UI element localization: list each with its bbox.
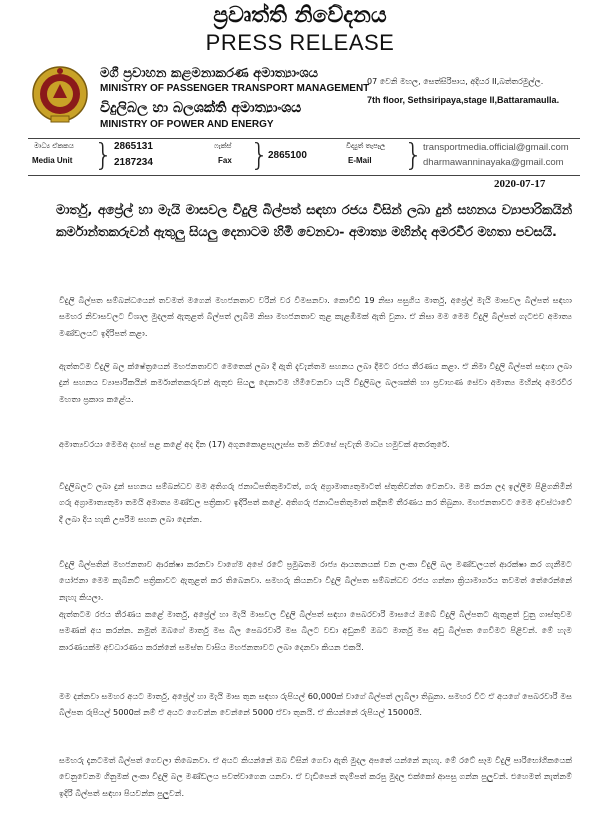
release-date: 2020-07-17 xyxy=(494,178,546,190)
address-en: 7th floor, Sethsiripaya,stage II,Battaramaulla. xyxy=(367,95,560,105)
page-title-si: ප්‍රවෘත්ති නිවේදනය xyxy=(213,3,387,28)
email-link-1[interactable]: transportmedia.official@gmail.com xyxy=(423,142,569,153)
body-paragraph: ඇත්තටම රජය තීරණය කළේ මාර්තු, අප්‍රේල් හා මැයි මාසවල විදුලි බිල්පත් සඳහා පෙබරවාරි මාසයේ ඔබේ විදුලි බිල්පතට ඇතුළත් වුනු ගාස්තුවම පමණක් අය කරන්න. නමුත් ඔබගේ මාර්තු මස බිල පෙබරවාරි මස බිලට වඩා අඩුනම් ඔබට මාර්තු මස අඩු බිල්පත ගෙවීමට පිළිවන්. මේ හැම කාරණයක්ම අවධාරණය කරන්නේ සමස්ත වාසිය මහජනතාවට ලබා දෙනවා කියන එකයි. xyxy=(59,609,572,652)
page-title-en: PRESS RELEASE xyxy=(205,30,395,55)
brace-icon: } xyxy=(94,138,114,173)
fax-label-en: Fax xyxy=(218,156,232,165)
body-paragraph: විදුලි බිල්පතින් මහජනතාව ආරක්ෂා කරනවා වාගේම අපේ රටේ ප්‍රමුඛතම රාජ්‍ය ආයතනයක් වන ලංකා විදුලි බල මණ්ඩලයත් ආරක්ෂා කර ගැනීමට යෝජනා මෙම කැබිනට් පත්‍රිකාවට ඇතුළත් කර තිබෙනවා. සමහරු කියනවා විදුලි බිල්පත සම්බන්ධව රජය ගන්නා ක්‍රියාමාර්ගය තවමත් තේරෙන්නේ නැහැ කියලා. xyxy=(59,559,572,602)
brace-icon: } xyxy=(404,138,424,173)
phone-1: 2865131 xyxy=(114,141,153,152)
fax-number: 2865100 xyxy=(268,150,307,161)
phone-2: 2187234 xyxy=(114,157,153,168)
body-paragraph: ඇත්තටම විදුලි බල ක්ෂේත්‍රයෙන් මහජනතාවට මෙතෙක් ලබා දී ඇති දැවැන්තම සහනය ලබා දීමට රජය තීරණය කළා. ඒ නිමා විදුලි බිල්පත් සඳහා ලබා දුන් සහනය ව්‍යාපාරිකයින් කර්මාන්තකරුවන් ඇතුළු සියලු දෙනාටම හිමිවෙනවා යැයි විදුලිබල බලශක්ති හා ප්‍රවාහණ සේවා අමාත්‍ය මහින්ද අමරවීර මහතා ප්‍රකාශ කළේය. xyxy=(59,361,572,404)
address-si: 07 වෙනි මහල, සෙත්සිරිපාය, අදියර II,බත්තරමුල්ල. xyxy=(367,77,544,86)
email-label-si: විද්‍යුත් තැපෑල xyxy=(346,142,386,150)
contact-bar xyxy=(28,138,580,176)
media-unit-label-si: මාධ්‍ය ඒකකය xyxy=(34,142,74,150)
body-paragraph: සමහරු දැනටමත් බිල්පත් ගෙවලා තිබෙනවා. ඒ අයට කියන්නේ ඔබ විසින් ගෙවා ඇති මුදල අපතේ යන්නේ නැහැ. මේ රටේ සෑම විදුලි පාරිභෝගිකයෙක් වෙනුවෙනම ගිනුමක් ලංකා විදුලි බල මණ්ඩලය පවත්වාගෙන යනවා. ඒ වැඩිපෙන් තැම්පත් කරපු මුදල එක්කෝ ආපසු ගන්න පුලුවන්. එහෙමත් නැත්නම් ඉදිරි බිල්පත් සඳහා පියවන්න පුලුවන්. xyxy=(59,755,572,798)
ministry1-name-en: MINISTRY OF PASSENGER TRANSPORT MANAGEMENT xyxy=(100,83,370,94)
body-paragraph: අමාත්‍යවරයා මෙමඅ දහස් පළ කළේ අද දින (17) අගුනකොළපැලැස්ස තම නිවසේ පැවැති මාධ්‍ය හමුවක් අතරතුරේ. xyxy=(59,439,450,449)
headline: මාර්තු, අප්‍රේල් හා මැයි මාසවල විදුලි බිල්පත් සඳහා රජය විසින් ලබා දුන් සහනය ව්‍යාපාරිකයින් කර්මාන්තකරුවන් ඇතුලු සියලු දෙනාටම හිමි වෙනවා- අමාත්‍ය මහින්ද අමරවීර මහතා පවසයි. xyxy=(56,203,572,240)
body-paragraph: විදුලිබලට ලබා දුන් සහනය සම්බන්ධව මම අතිගරු ජනාධිපතිතුමාටත්, ගරු අග්‍රාමාත්‍යතුමාටත් ස්තුතිවන්ත වෙනවා. මම කරන ලද ඉල්ලීම පිළිගනිමින් ගරු අග්‍රාමාත්‍යතුමා තමයි අමාත්‍ය මණ්ඩල පත්‍රිකාව ඉදිරිපත් කළේ. අතිගරු ජනාධිපතිතුමාත් කදිනම් තීරණය කර තිබුනා. මහජනතාවට මෙම අවස්ථාවේ දී ලබා දිය හැකි උපරිම සහන ලබා දෙන්න. xyxy=(59,481,572,524)
ministry1-name-si: මගී ප්‍රවාහන කළමනාකරණ අමාත්‍යාංශය xyxy=(100,66,318,81)
body-paragraph: විදුලි බිල්පත සම්බන්ධයෙන් තවමත් මගෙන් මහජනතාව වරින් වර විමසනවා. කොවිඩ් 19 නිසා පසුගිය මාර්තු, අප්‍රේල් මැයි මාසවල බිල්පත් සඳහා සමහර නිවාසවලට විශාල මුදලක් ඇතුළත් බිල්පත් ලැබීම නිසා මහජනතාව තුළ කැළඹීමක් ඇති වුනා. ඒ නිසා මම මෙම විදුලි බිල්පත් ගැටළුව අමාත්‍ය මණ්ඩලයට ඉදිරිපත් කළා. xyxy=(59,295,572,338)
media-unit-label-en: Media Unit xyxy=(32,156,73,165)
ministry2-name-en: MINISTRY OF POWER AND ENERGY xyxy=(100,119,274,130)
brace-icon: } xyxy=(250,138,270,173)
fax-label-si: ෆැක්ස් xyxy=(214,142,232,150)
email-link-2[interactable]: dharmawanninayaka@gmail.com xyxy=(423,157,564,168)
body-paragraph: මම දන්නවා සමහර අයට මාර්තු, අප්‍රේල් හා මැයි මාස තුන සඳහා රුපියල් 60,000ක් වාගේ බිල්පත් ලැබිලා තිබුනා. සමහර විට ඒ අයගේ පෙබරවාරි මස බිල්පත රුපියල් 5000ක් නම් ඒ අයට ගෙවන්න වෙන්නේ 5000 ඒවා තුනයි. ඒ කියන්නේ රුපියල් 15000යි. xyxy=(59,691,572,718)
national-emblem-icon xyxy=(31,64,89,126)
email-label-en: E-Mail xyxy=(348,156,372,165)
ministry2-name-si: විදුලිබල හා බලශක්ති අමාත්‍යාංශය xyxy=(100,100,302,116)
